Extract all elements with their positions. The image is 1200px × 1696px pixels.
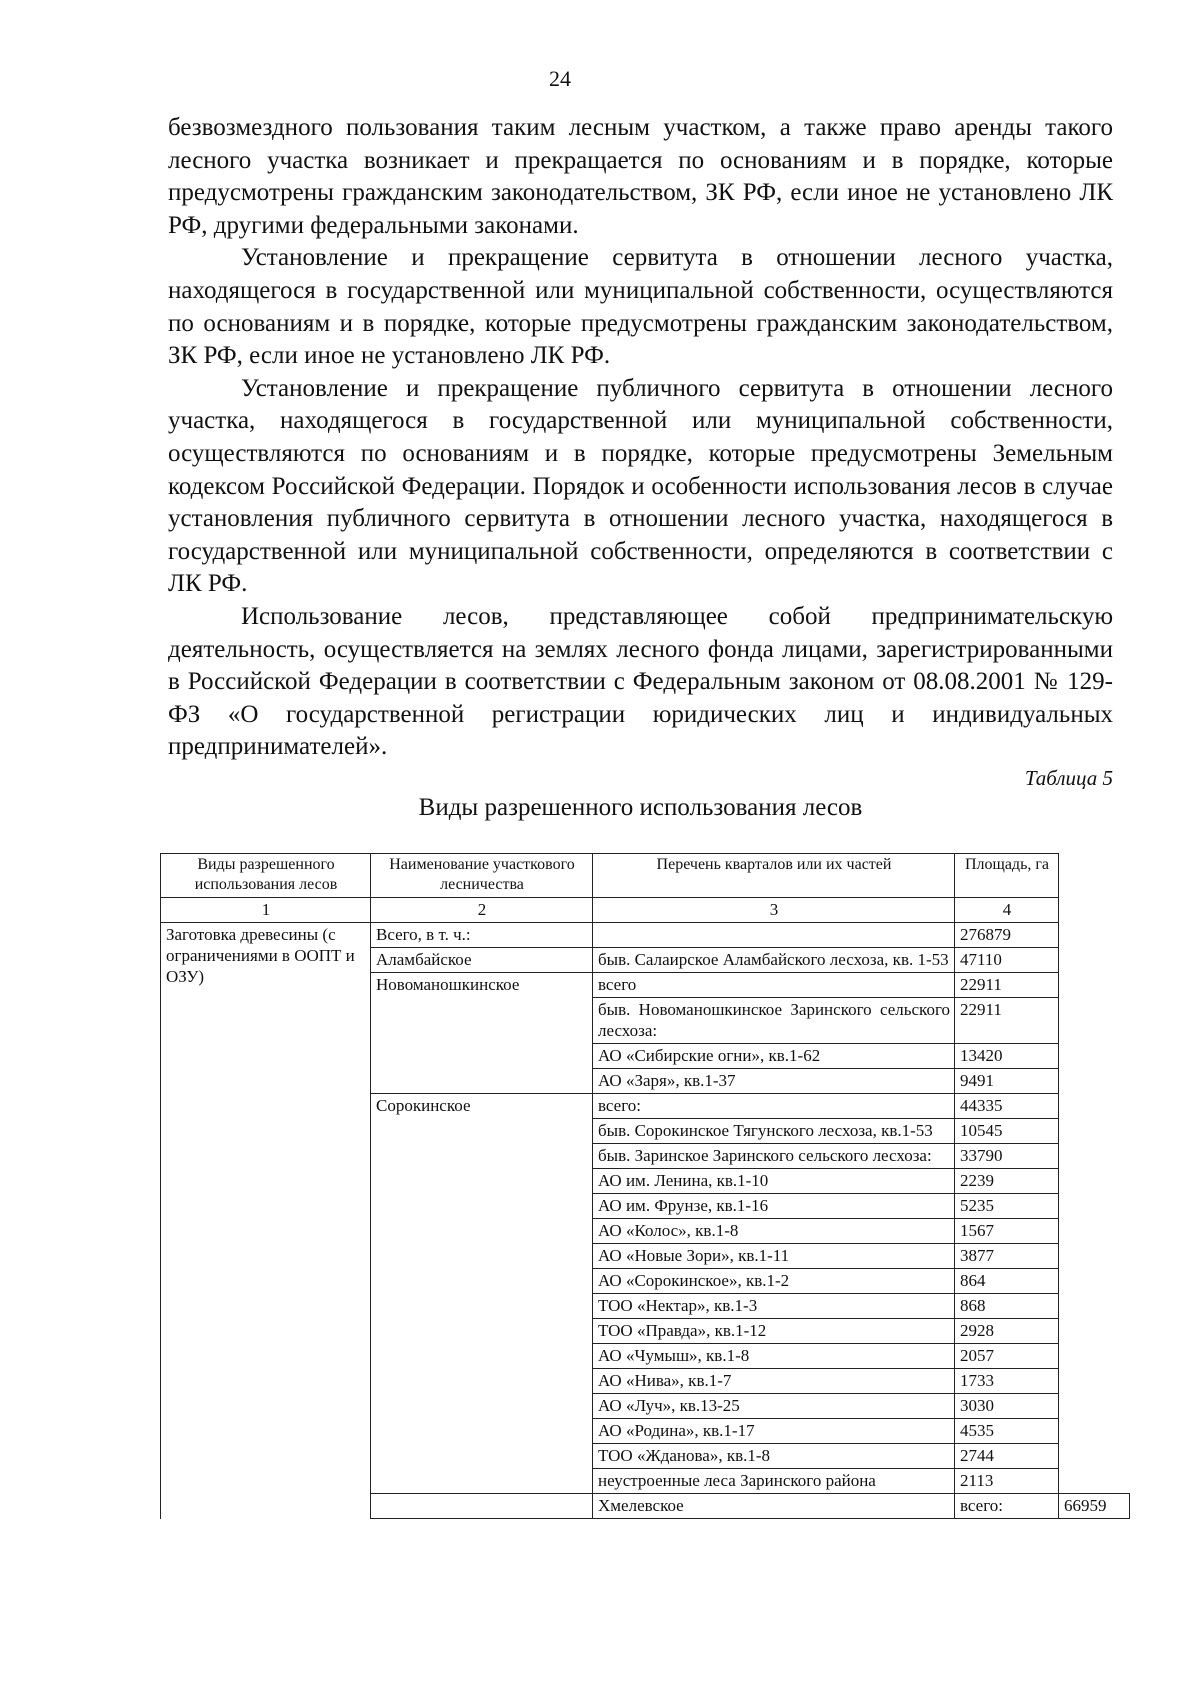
quarters-cell: всего: — [593, 1094, 955, 1119]
quarters-cell: АО им. Ленина, кв.1-10 — [593, 1169, 955, 1194]
quarters-cell: ТОО «Нектар», кв.1-3 — [593, 1294, 955, 1319]
table-caption: Таблица 5 — [1024, 766, 1113, 790]
area-cell: 5235 — [955, 1194, 1059, 1219]
header-use-type: Виды разрешенного использования лесов — [161, 854, 371, 898]
page-number: 24 — [549, 66, 571, 91]
quarters-cell: АО «Нива», кв.1-7 — [593, 1369, 955, 1394]
forestry-cell: Хмелевское — [593, 1494, 955, 1519]
quarters-cell: АО «Родина», кв.1-17 — [593, 1419, 955, 1444]
paragraph: Установление и прекращение публичного сервитута в отношении лесного участка, находящегося в государственной или муниципальной собственности, осуществляются по основаниям и в порядке, которые предусмотрены Земельным кодексом Российской Федерации. Порядок и особенности использования лесов в случае установления публичного сервитута в отношении лесного участка, находящегося в государственной или муниципальной собственности, определяются в соответствии с ЛК РФ. — [168, 374, 1113, 598]
forestry-cell: Сорокинское — [371, 1094, 593, 1494]
area-cell: 44335 — [955, 1094, 1059, 1119]
forestry-cell: Аламбайское — [371, 948, 593, 973]
area-cell: 2744 — [955, 1444, 1059, 1469]
table-number-row — [161, 898, 1130, 923]
table-title: Виды разрешенного использования лесов — [418, 794, 863, 821]
quarters-cell: всего — [593, 973, 955, 998]
area-cell: 10545 — [955, 1119, 1059, 1144]
area-cell: 2057 — [955, 1344, 1059, 1369]
quarters-cell — [593, 923, 955, 948]
area-cell: 22911 — [955, 998, 1059, 1044]
area-cell: 2113 — [955, 1469, 1059, 1494]
forestry-cell: Всего, в т. ч.: — [371, 923, 593, 948]
quarters-cell: ТОО «Жданова», кв.1-8 — [593, 1444, 955, 1469]
quarters-cell: быв. Сорокинское Тягунского лесхоза, кв.1-53 — [593, 1119, 955, 1144]
area-cell: 868 — [955, 1294, 1059, 1319]
quarters-cell: АО «Сорокинское», кв.1-2 — [593, 1269, 955, 1294]
area-cell: 9491 — [955, 1069, 1059, 1094]
paragraph: безвозмездного пользования таким лесным участком, а также право аренды такого лесного участка возникает и прекращается по основаниям и в порядке, которые предусмотрены гражданским законодательством, ЗК РФ, если иное не установлено ЛК РФ, другими федеральными законами. — [168, 114, 1113, 239]
header-forestry: Наименование участкового лесничества — [371, 854, 593, 898]
quarters-cell: АО «Колос», кв.1-8 — [593, 1219, 955, 1244]
area-cell: 22911 — [955, 973, 1059, 998]
area-cell: 1567 — [955, 1219, 1059, 1244]
header-area: Площадь, га — [955, 854, 1059, 898]
column-number: 4 — [955, 898, 1059, 923]
quarters-cell: ТОО «Правда», кв.1-12 — [593, 1319, 955, 1344]
area-cell: 4535 — [955, 1419, 1059, 1444]
quarters-cell: неустроенные леса Заринского района — [593, 1469, 955, 1494]
quarters-cell: быв. Новоманошкинское Заринского сельского лесхоза: — [593, 998, 955, 1044]
area-cell: 3030 — [955, 1394, 1059, 1419]
quarters-cell: быв. Заринское Заринского сельского лесхоза: — [593, 1144, 955, 1169]
area-cell: 1733 — [955, 1369, 1059, 1394]
use-type-cell: Заготовка древесины (с ограничениями в ООПТ и ОЗУ) — [161, 923, 371, 1519]
header-quarters: Перечень кварталов или их частей — [593, 854, 955, 898]
forestry-cell: Новоманошкинское — [371, 973, 593, 1094]
paragraph: Использование лесов, представляющее собой предпринимательскую деятельность, осуществляется на землях лесного фонда лицами, зарегистрированными в Российской Федерации в соответствии с Федеральным законом от 08.08.2001 № 129-ФЗ «О государственной регистрации юридических лиц и индивидуальных предпринимателей». — [168, 602, 1113, 761]
area-cell: 33790 — [955, 1144, 1059, 1169]
quarters-cell: АО им. Фрунзе, кв.1-16 — [593, 1194, 955, 1219]
area-cell: 47110 — [955, 948, 1059, 973]
use-type-cell-continued — [371, 1494, 593, 1519]
area-cell: 2239 — [955, 1169, 1059, 1194]
column-number: 2 — [371, 898, 593, 923]
area-cell: 864 — [955, 1269, 1059, 1294]
quarters-cell: всего: — [955, 1494, 1059, 1519]
area-cell: 66959 — [1059, 1494, 1130, 1519]
paragraph: Установление и прекращение сервитута в отношении лесного участка, находящегося в государственной или муниципальной собственности, осуществляются по основаниям и в порядке, которые предусмотрены гражданским законодательством, ЗК РФ, если иное не установлено ЛК РФ. — [168, 244, 1113, 370]
quarters-cell: АО «Луч», кв.13-25 — [593, 1394, 955, 1419]
table-header-row — [161, 854, 1130, 898]
body-text — [168, 112, 1113, 764]
area-cell: 2928 — [955, 1319, 1059, 1344]
quarters-cell: АО «Заря», кв.1-37 — [593, 1069, 955, 1094]
column-number: 1 — [161, 898, 371, 923]
area-cell: 276879 — [955, 923, 1059, 948]
table-row — [161, 923, 1130, 948]
area-cell: 13420 — [955, 1044, 1059, 1069]
quarters-cell: АО «Сибирские огни», кв.1-62 — [593, 1044, 955, 1069]
column-number: 3 — [593, 898, 955, 923]
quarters-cell: АО «Чумыш», кв.1-8 — [593, 1344, 955, 1369]
quarters-cell: АО «Новые Зори», кв.1-11 — [593, 1244, 955, 1269]
forest-use-table — [160, 853, 1130, 1519]
quarters-cell: быв. Салаирское Аламбайского лесхоза, кв. 1-53 — [593, 948, 955, 973]
area-cell: 3877 — [955, 1244, 1059, 1269]
